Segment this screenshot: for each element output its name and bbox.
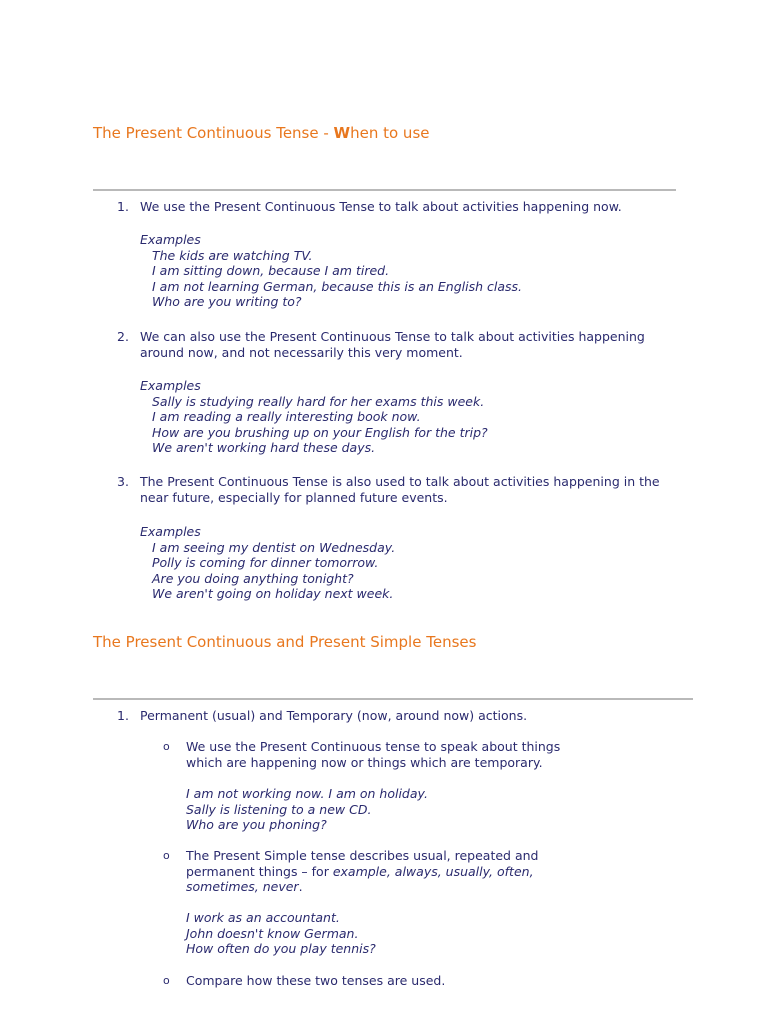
bullet-marker: o xyxy=(163,849,170,862)
text-line: We can also use the Present Continuous Tense to talk about activities happening xyxy=(140,329,645,344)
section-title-continuous-vs-simple: The Present Continuous and Present Simple Tenses xyxy=(93,633,477,651)
examples-block xyxy=(186,786,428,833)
sub-item-text: Compare how these two tenses are used. xyxy=(186,973,446,988)
examples-label: Examples xyxy=(140,524,201,539)
sub-item-text xyxy=(186,848,538,895)
example-sentence: The kids are watching TV. xyxy=(152,247,313,263)
title-prefix: The Present Continuous Tense - xyxy=(93,124,334,142)
example-sentence: How often do you play tennis? xyxy=(186,941,376,956)
text-plain: . xyxy=(298,879,303,894)
example-sentence: Who are you writing to? xyxy=(152,294,302,309)
list-item-text xyxy=(140,329,645,360)
list-item-text xyxy=(140,474,660,505)
example-sentence: I am not working now. I am on holiday. xyxy=(186,786,428,801)
text-italic: example, always, usually, often, xyxy=(332,863,534,879)
example-sentence: I am reading a really interesting book now. xyxy=(152,409,421,424)
text-italic: sometimes, never xyxy=(186,879,299,894)
example-sentence: John doesn't know German. xyxy=(186,925,359,941)
examples-block xyxy=(140,232,522,310)
text-line: The Present Simple tense describes usual, repeated and xyxy=(186,848,539,863)
example-sentence: I work as an accountant. xyxy=(186,910,340,925)
example-sentence: Who are you phoning? xyxy=(186,817,327,832)
title-suffix: hen to use xyxy=(350,124,430,142)
section-divider xyxy=(93,189,676,191)
text-line: We use the Present Continuous tense to speak about things xyxy=(186,739,561,754)
example-sentence: We aren't going on holiday next week. xyxy=(152,586,394,601)
text-line: We use the Present Continuous Tense to talk about activities happening now. xyxy=(140,199,622,214)
examples-block xyxy=(140,378,488,456)
list-number: 1. xyxy=(117,199,129,214)
list-number: 3. xyxy=(117,474,129,489)
list-number: 2. xyxy=(117,329,129,344)
text-line: The Present Continuous Tense is also used to talk about activities happening in the xyxy=(140,474,660,489)
text-line xyxy=(186,864,538,880)
bullet-marker: o xyxy=(163,740,170,753)
examples-label: Examples xyxy=(140,232,201,247)
examples-block xyxy=(140,524,395,602)
text-line: which are happening now or things which are temporary. xyxy=(186,754,543,770)
example-sentence: I am not learning German, because this is an English class. xyxy=(152,278,522,294)
examples-block xyxy=(186,910,376,957)
sub-item-text xyxy=(186,739,560,770)
example-sentence: I am seeing my dentist on Wednesday. xyxy=(152,539,396,555)
bullet-marker: o xyxy=(163,974,170,987)
example-sentence: We aren't working hard these days. xyxy=(152,440,376,455)
section-title-when-to-use xyxy=(93,124,429,142)
list-number: 1. xyxy=(117,708,129,723)
example-sentence: Are you doing anything tonight? xyxy=(152,570,354,586)
example-sentence: Sally is listening to a new CD. xyxy=(186,801,372,817)
list-item-text: Permanent (usual) and Temporary (now, around now) actions. xyxy=(140,708,528,723)
example-sentence: I am sitting down, because I am tired. xyxy=(152,263,390,278)
title-bold-letter: W xyxy=(333,124,351,142)
example-sentence: How are you brushing up on your English for the trip? xyxy=(152,424,488,440)
text-line: near future, especially for planned future events. xyxy=(140,489,448,505)
list-item-text xyxy=(140,199,622,215)
section-divider xyxy=(93,698,693,700)
text-line: around now, and not necessarily this very moment. xyxy=(140,344,463,360)
text-plain: permanent things – for xyxy=(186,863,333,879)
examples-label: Examples xyxy=(140,378,201,393)
text-line xyxy=(186,879,538,895)
example-sentence: Polly is coming for dinner tomorrow. xyxy=(152,555,379,570)
example-sentence: Sally is studying really hard for her exams this week. xyxy=(152,393,485,409)
